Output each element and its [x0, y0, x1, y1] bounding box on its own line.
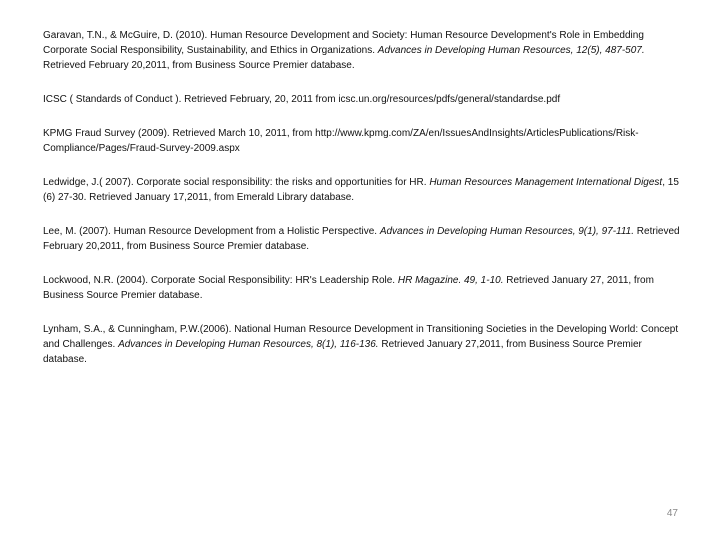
reference-retrieval: Retrieved February 20,2011, from Business Source Premier database. — [43, 226, 680, 252]
reference-source: HR Magazine. 49, 1-10. — [397, 275, 504, 286]
reference-item — [43, 28, 683, 73]
reference-retrieval: Retrieved January 27, 2011, from Business Source Premier database. — [43, 275, 654, 301]
reference-text: KPMG Fraud Survey (2009). Retrieved March 10, 2011, from http://www.kpmg.com/ZA/en/IssuesAndInsights/ArticlesPublications/Risk-Compliance/Pages/Fraud-Survey-2009.aspx — [43, 128, 639, 154]
reference-item — [43, 126, 683, 156]
reference-item — [43, 92, 683, 107]
reference-text: Garavan, T.N., & McGuire, D. (2010). Human Resource Development and Society: Human Resource Development's Role in Embedding Corporate Social Responsibility, Sustainability, and Ethics in Organizations. — [43, 30, 644, 56]
reference-retrieval: Retrieved January 27,2011, from Business Source Premier database. — [43, 339, 642, 365]
reference-item — [43, 224, 683, 254]
reference-source: Advances in Developing Human Resources, 12(5), 487-507. — [377, 45, 645, 56]
page-number: 47 — [666, 508, 678, 519]
reference-text: ICSC ( Standards of Conduct ). Retrieved February, 20, 2011 from icsc.un.org/resources/pdfs/general/standardse.pdf — [43, 94, 561, 105]
reference-item — [43, 175, 683, 205]
reference-text: Lockwood, N.R. (2004). Corporate Social Responsibility: HR's Leadership Role. — [43, 275, 398, 286]
reference-retrieval: , 15 (6) 27-30. Retrieved January 17,2011, from Emerald Library database. — [43, 177, 679, 203]
reference-source: Advances in Developing Human Resources, 8(1), 116-136. — [118, 339, 379, 350]
reference-item — [43, 273, 683, 303]
reference-list — [43, 28, 683, 386]
reference-text: Lynham, S.A., & Cunningham, P.W.(2006). National Human Resource Development in Transitioning Societies in the Developing World: Concept and Challenges. — [43, 324, 679, 350]
reference-source: Human Resources Management International Digest — [429, 177, 663, 188]
reference-text: Ledwidge, J.( 2007). Corporate social responsibility: the risks and opportunities for HR. — [43, 177, 430, 188]
reference-text: Lee, M. (2007). Human Resource Development from a Holistic Perspective. — [43, 226, 380, 237]
reference-item — [43, 322, 683, 367]
reference-retrieval: Retrieved February 20,2011, from Business Source Premier database. — [43, 60, 355, 71]
reference-source: Advances in Developing Human Resources, 9(1), 97-111. — [379, 226, 635, 237]
